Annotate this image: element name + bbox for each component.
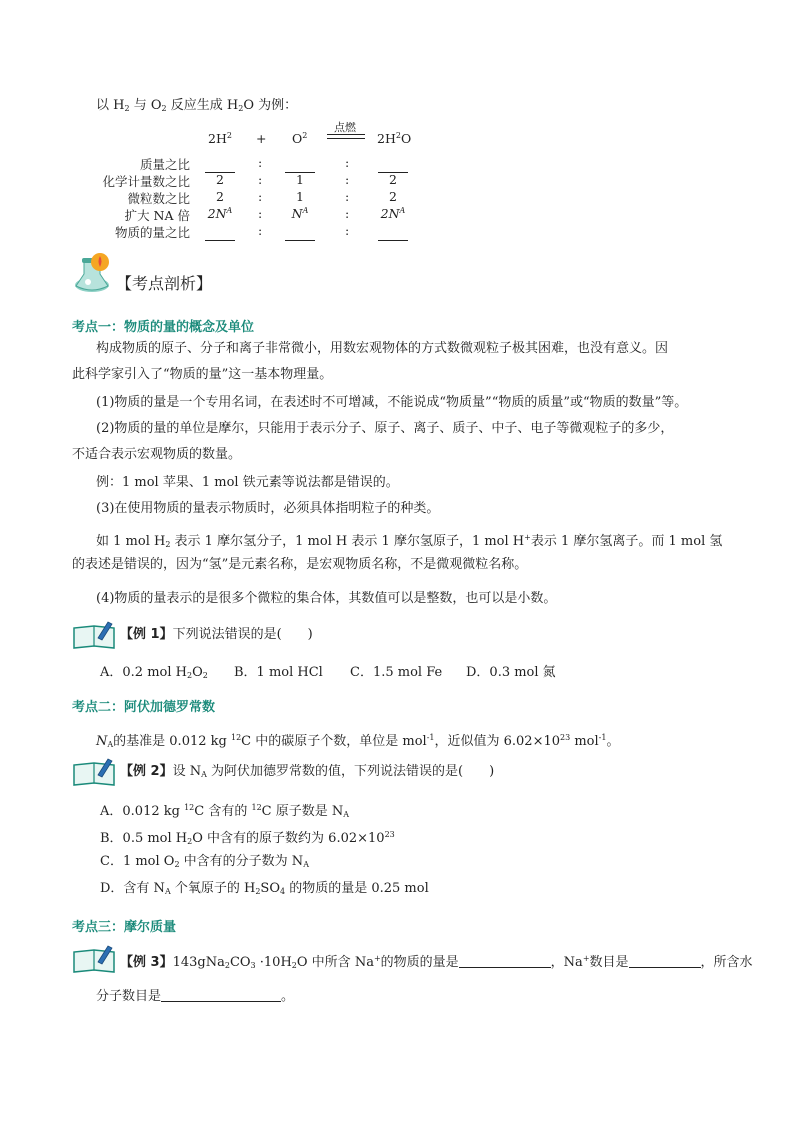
ex3-blank-3[interactable]: [161, 987, 281, 1002]
eq-h2: $2H^2$: [208, 131, 232, 146]
colon: :: [345, 172, 350, 187]
ex1-option-a[interactable]: A．0.2 mol $H_2O_2$: [100, 665, 208, 680]
kd1-p3a: (2)物质的量的单位是摩尔，只能用于表示分子、原子、离子、质子、中子、电子等微观粒子的多少，: [96, 421, 674, 436]
ex2-question: 【例 2】设 $N_A$ 为阿伏加德罗常数的值，下列说法错误的是( ): [120, 764, 495, 779]
ex2-option-a[interactable]: A．0.012 kg $^{12}$C 含有的 $^{12}$C 原子数是 $N_A$: [100, 803, 350, 819]
cell: 2: [216, 172, 224, 187]
kd1-p7: (4)物质的量表示的是很多个微粒的集合体，其数值可以是整数，也可以是小数。: [96, 591, 557, 606]
ex2-option-d[interactable]: D．含有 $N_A$ 个氧原子的 $H_2SO_4$ 的物质的量是 0.25 mol: [100, 881, 429, 896]
colon: :: [258, 189, 263, 204]
ex3-blank-2[interactable]: [629, 953, 701, 968]
eq-arrow-line-top: [327, 134, 365, 135]
eq-plus: +: [256, 131, 267, 146]
cell: 2: [389, 172, 397, 187]
blank-mole-3: [378, 239, 408, 241]
cell: $N^A$: [291, 206, 309, 221]
section-title: 【考点剖析】: [116, 274, 213, 293]
colon: :: [258, 206, 263, 221]
cell: 2: [389, 189, 397, 204]
eq-o2: $O^2$: [292, 131, 308, 146]
colon: :: [258, 155, 263, 170]
colon: :: [345, 189, 350, 204]
eq-condition: 点燃: [334, 121, 356, 134]
book-pencil-icon: [72, 620, 116, 650]
kd1-p4: 例：1 mol 苹果、1 mol 铁元素等说法都是错误的。: [96, 475, 399, 490]
ex3-blank-1[interactable]: [459, 953, 551, 968]
colon: :: [345, 155, 350, 170]
eq-water: $2H^2O$: [377, 131, 412, 146]
ex2-option-b[interactable]: B．0.5 mol $H_2O$ 中含有的原子数约为 $6.02\times 10^{23}$: [100, 830, 395, 846]
kd2-p1: $N_A$的基准是 0.012 kg $^{12}$C 中的碳原子个数，单位是 mol$^{-1}$，近似值为 $6.02\times 10^{23}$ mol$^{-1}$。: [96, 733, 620, 749]
kd1-p6d: 的表述是错误的，因为“氢”是元素名称，是宏观物质名称，不是微观微粒名称。: [72, 557, 528, 572]
row-label-mass: 质量之比: [139, 157, 190, 172]
intro-line: 以 $H_2$ 与 $O_2$ 反应生成 $H_2O$ 为例：: [96, 98, 298, 113]
book-pencil-icon: [72, 944, 116, 974]
cell: 1: [296, 189, 304, 204]
kd1-p1b: 此科学家引入了“物质的量”这一基本物理量。: [72, 367, 333, 382]
flask-icon: [70, 252, 118, 294]
cell: 2: [216, 189, 224, 204]
cell: $2N^A$: [207, 206, 233, 221]
eq-arrow-line-bottom: [327, 138, 365, 139]
blank-mole-2: [285, 239, 315, 241]
cell: 1: [296, 172, 304, 187]
kd1-p1a: 构成物质的原子、分子和离子非常微小，用数宏观物体的方式数微观粒子极其困难，也没有意义。因: [96, 341, 669, 356]
kd2-title: 考点二：阿伏加德罗常数: [72, 700, 216, 715]
kd1-p3b: 不适合表示宏观物质的数量。: [72, 447, 242, 462]
ex1-question: 【例 1】下列说法错误的是( ): [120, 627, 313, 642]
book-pencil-icon: [72, 757, 116, 787]
colon: :: [345, 206, 350, 221]
row-label-mole: 物质的量之比: [114, 225, 190, 240]
kd1-title: 考点一：物质的量的概念及单位: [72, 320, 255, 335]
row-label-coeff: 化学计量数之比: [102, 174, 190, 189]
colon: :: [345, 223, 350, 238]
ex3-line2: 分子数目是 。: [96, 989, 295, 1004]
colon: :: [258, 172, 263, 187]
colon: :: [258, 223, 263, 238]
kd1-p6: 如 1 mol $H_2$ 表示 1 摩尔氢分子，1 mol H 表示 1 摩尔氢原子，1 mol H+表示 1 摩尔氢离子。而 1 mol 氢: [96, 533, 723, 549]
kd1-p5: (3)在使用物质的量表示物质时，必须具体指明粒子的种类。: [96, 501, 440, 516]
ex1-option-c[interactable]: C．1.5 mol Fe: [350, 665, 443, 680]
ex3-question: 【例 3】$143gNa_2CO_3 \cdot 10H_2O$ 中所含 Na+的物质的量是 ，Na+数目是 ，所含水: [120, 954, 753, 970]
ex1-option-b[interactable]: B．1 mol HCl: [234, 665, 323, 680]
blank-mole-1: [205, 239, 235, 241]
row-label-particle: 微粒数之比: [127, 191, 190, 206]
kd1-p2: (1)物质的量是一个专用名词，在表述时不可增减，不能说成“物质量”“物质的质量”或“物质的数量”等。: [96, 395, 688, 410]
cell: $2N^A$: [380, 206, 406, 221]
row-label-na: 扩大 NA 倍: [124, 208, 190, 223]
kd3-title: 考点三：摩尔质量: [72, 920, 177, 935]
ex1-option-d[interactable]: D．0.3 mol 氮: [466, 665, 556, 680]
ex2-option-c[interactable]: C．1 mol $O_2$ 中含有的分子数为 $N_A$: [100, 854, 309, 869]
